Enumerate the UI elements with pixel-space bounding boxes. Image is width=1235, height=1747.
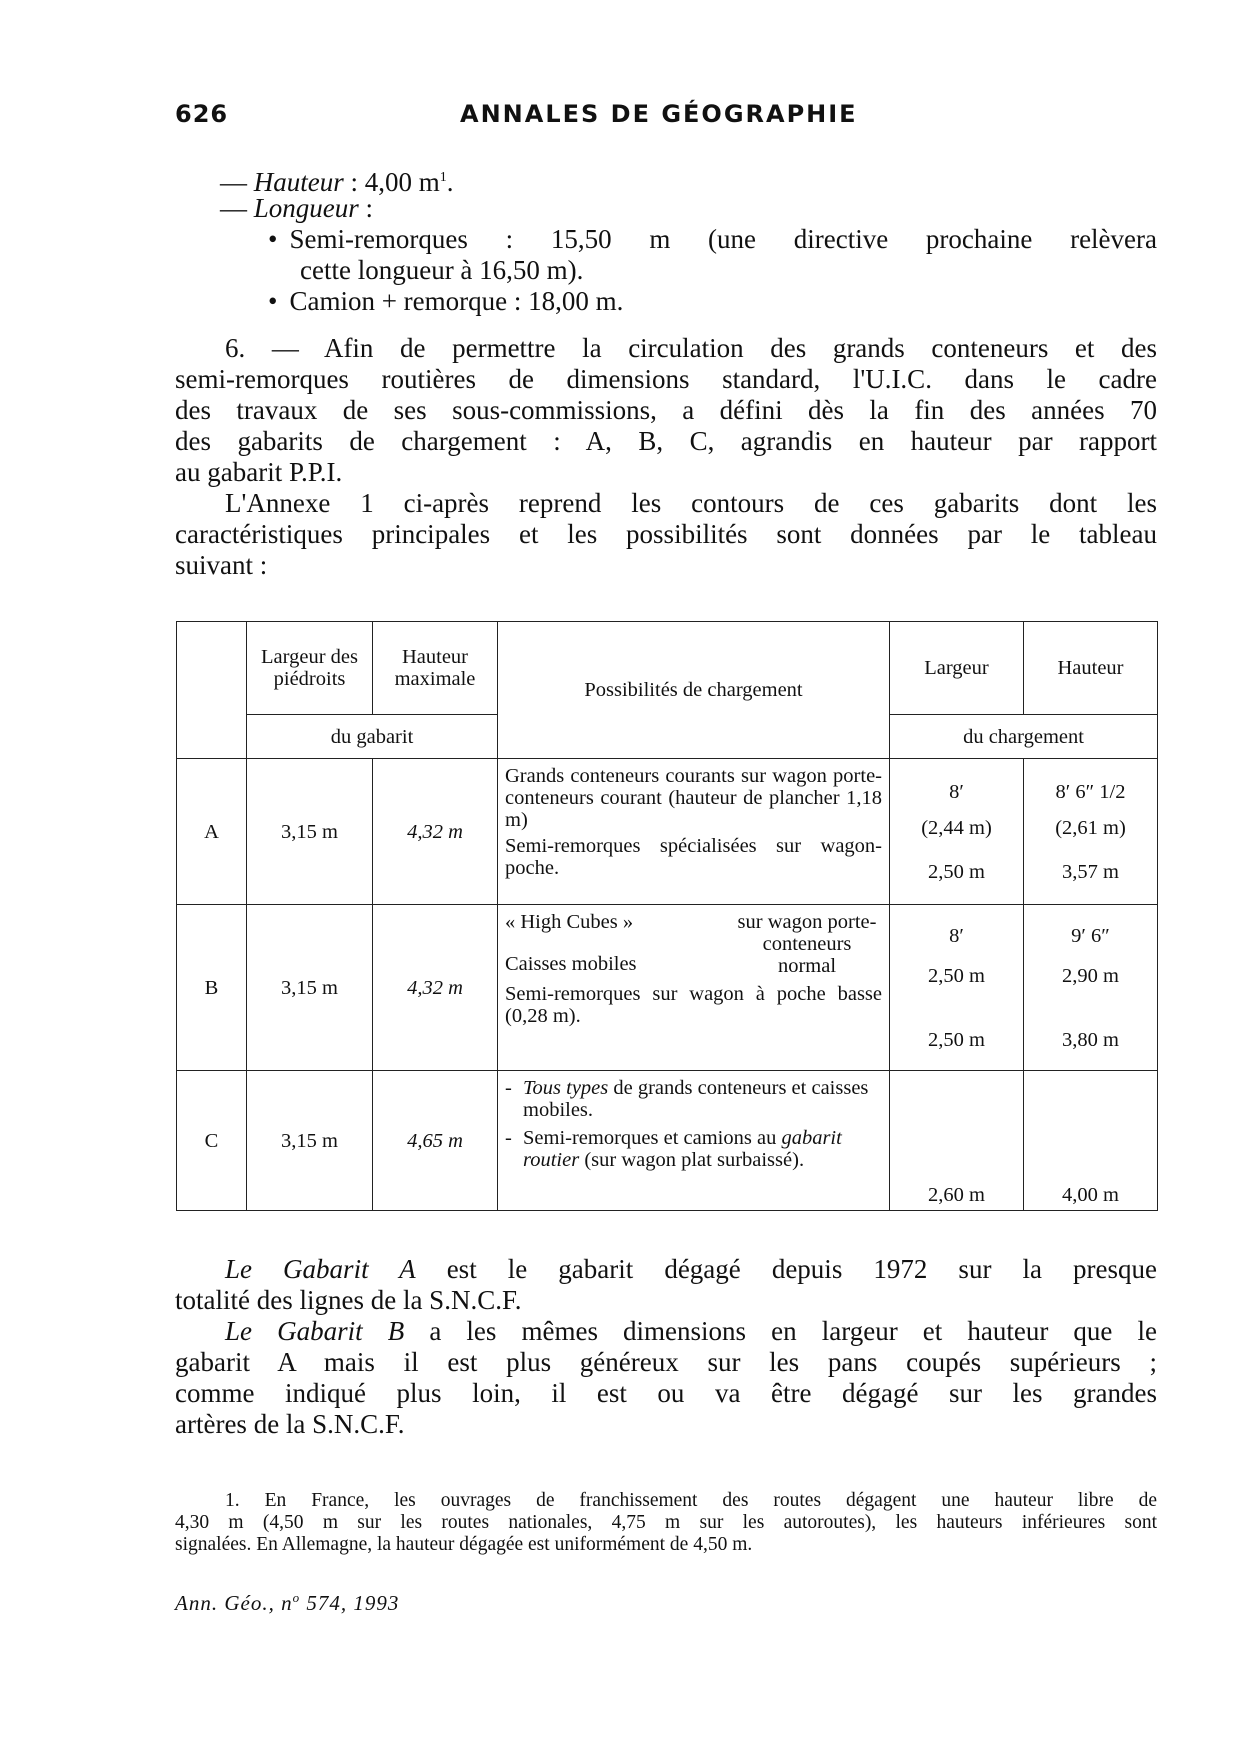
th-largeur: Largeur <box>890 622 1024 715</box>
longueur-label: Longueur <box>253 193 359 223</box>
table-header-row <box>177 622 1158 715</box>
hauteur-label: Hauteur <box>253 167 344 197</box>
para6-line: 6. — Afin de permettre la circulation des grands conteneurs et des <box>225 333 1157 363</box>
cell-charge-largeur: 2,60 m <box>890 1071 1024 1211</box>
citation-sup: o <box>292 1590 301 1605</box>
poss-text: Semi-remorques sur wagon à poche basse (0,28 m). <box>505 983 882 1027</box>
bullet-camion <box>268 286 623 317</box>
cell-hauteur: 4,65 m <box>373 1071 498 1211</box>
bullet-text: Camion + remorque : 18,00 m. <box>289 286 624 316</box>
footnote <box>175 1490 1157 1556</box>
table-row <box>177 1071 1158 1211</box>
annexe-line: L'Annexe 1 ci-après reprend les contours de ces gabarits dont les <box>225 488 1157 518</box>
list-longueur: — Longueur : <box>220 193 374 223</box>
poss-text: de grands conteneurs et caisses mobiles. <box>523 1077 869 1121</box>
para6-line: au gabarit P.P.I. <box>175 457 343 487</box>
value: 8′ <box>949 924 964 947</box>
value: 8′ 6″ 1/2 <box>1055 780 1126 803</box>
gabarit-b-line3: comme indiqué plus loin, il est ou va être dégagé sur les grandes <box>175 1378 1157 1408</box>
value: 3,57 m <box>1062 860 1119 883</box>
corner-cell <box>177 622 247 759</box>
page-footer-citation <box>175 1590 399 1616</box>
gabarit-a-italic: Le Gabarit A <box>225 1254 416 1284</box>
value: 3,80 m <box>1062 1028 1119 1051</box>
poss-item <box>505 1077 882 1121</box>
footnote-line: signalées. En Allemagne, la hauteur dégagée est uniformément de 4,50 m. <box>175 1534 753 1555</box>
cell-charge-hauteur: 4,00 m <box>1024 1071 1158 1211</box>
poss-b-left <box>505 911 637 977</box>
cell-gabarit: B <box>177 905 247 1071</box>
value: 9′ 6″ <box>1071 924 1110 947</box>
cell-gabarit: C <box>177 1071 247 1211</box>
cell-hauteur: 4,32 m <box>373 759 498 905</box>
poss-italic: Tous types <box>523 1077 609 1099</box>
dash-marker: - <box>505 1077 512 1099</box>
poss-text: Semi-remorques spécialisées sur wagon-poche. <box>505 835 882 879</box>
th-largeur-piedroits: Largeur des piédroits <box>247 622 373 715</box>
poss-text: (sur wagon plat surbaissé). <box>584 1149 805 1171</box>
poss-text: Semi-remorques et camions au <box>523 1127 777 1149</box>
value: 8′ <box>949 780 964 803</box>
th-hauteur-max: Hauteur maximale <box>373 622 498 715</box>
th-hauteur: Hauteur <box>1024 622 1158 715</box>
gabarit-b-line1 <box>175 1316 1157 1347</box>
th-du-gabarit: du gabarit <box>247 715 498 759</box>
poss-text: Grands conteneurs courants sur wagon porte-conteneurs courant (hauteur de plancher 1,18 m) <box>505 765 882 831</box>
gabarit-a-line1 <box>175 1254 1157 1285</box>
gabarit-b-line4: artères de la S.N.C.F. <box>175 1409 405 1439</box>
cell-charge-hauteur <box>1024 759 1158 905</box>
cell-largeur: 3,15 m <box>247 759 373 905</box>
footnote-ref: 1 <box>439 170 447 185</box>
poss-c2 <box>523 1127 882 1171</box>
table-row <box>177 905 1158 1071</box>
value: (2,44 m) <box>921 816 992 839</box>
journal-title: ANNALES DE GÉOGRAPHIE <box>460 100 858 128</box>
cell-charge-largeur <box>890 759 1024 905</box>
para6-line: des travaux de ses sous-commissions, a défini dès la fin des années 70 <box>175 395 1157 425</box>
para6-line: des gabarits de chargement : A, B, C, agrandis en hauteur par rapport <box>175 426 1157 456</box>
cell-possibilites <box>498 905 890 1071</box>
citation-text: Ann. Géo., n <box>175 1591 293 1615</box>
cell-charge-hauteur <box>1024 905 1158 1071</box>
footnote-line: 4,30 m (4,50 m sur les routes nationales, 4,75 m sur les autoroutes), les hauteurs inférieures sont <box>175 1512 1157 1533</box>
bullet-semi-remorques <box>268 224 1157 255</box>
poss-text: sur wagon porte-conteneurs normal <box>737 911 877 977</box>
longueur-colon: : <box>365 193 374 223</box>
para6-line: semi-remorques routières de dimensions standard, l'U.I.C. dans le cadre <box>175 364 1157 394</box>
th-possibilites: Possibilités de chargement <box>498 622 890 759</box>
annexe-line: caractéristiques principales et les possibilités sont données par le tableau <box>175 519 1157 549</box>
gabarit-b-line2: gabarit A mais il est plus généreux sur les pans coupés supérieurs ; <box>175 1347 1157 1377</box>
gabarit-b-italic: Le Gabarit B <box>225 1316 405 1346</box>
text: est le gabarit dégagé depuis 1972 sur la presque <box>446 1254 1158 1284</box>
gabarit-table <box>176 621 1158 1211</box>
cell-largeur: 3,15 m <box>247 905 373 1071</box>
annexe-line: suivant : <box>175 550 268 580</box>
hauteur-value: : 4,00 m <box>350 167 440 197</box>
footnote-line: 1. En France, les ouvrages de franchissement des routes dégagent une hauteur libre de <box>225 1490 1157 1511</box>
table-row <box>177 759 1158 905</box>
cell-hauteur: 4,32 m <box>373 905 498 1071</box>
bullet-semi-remorques-cont: cette longueur à 16,50 m). <box>300 255 584 285</box>
poss-c1 <box>523 1077 882 1121</box>
page-number: 626 <box>175 100 229 128</box>
value: 2,90 m <box>1062 964 1119 987</box>
bullet-text: • Semi-remorques : 15,50 m (une directive prochaine relèvera <box>268 224 1157 254</box>
cell-possibilites <box>498 759 890 905</box>
list-hauteur: — Hauteur : 4,00 $m^1$. <box>220 167 454 197</box>
value: 2,50 m <box>928 860 985 883</box>
poss-item <box>505 1127 882 1171</box>
poss-b-block <box>505 911 882 977</box>
dash-marker: - <box>505 1127 512 1149</box>
gabarit-a-line2: totalité des lignes de la S.N.C.F. <box>175 1285 522 1315</box>
cell-largeur: 3,15 m <box>247 1071 373 1211</box>
value: (2,61 m) <box>1055 816 1126 839</box>
th-du-chargement: du chargement <box>890 715 1158 759</box>
poss-text: « High Cubes » <box>505 911 634 933</box>
text: a les mêmes dimensions en largeur et hauteur que le <box>429 1316 1157 1346</box>
value: 2,50 m <box>928 964 985 987</box>
poss-italic: gabarit routier <box>523 1127 842 1171</box>
cell-charge-largeur <box>890 905 1024 1071</box>
citation-text: 574, 1993 <box>300 1591 400 1615</box>
cell-possibilites <box>498 1071 890 1211</box>
value: 2,50 m <box>928 1028 985 1051</box>
poss-text: Caisses mobiles <box>505 953 637 975</box>
cell-gabarit: A <box>177 759 247 905</box>
